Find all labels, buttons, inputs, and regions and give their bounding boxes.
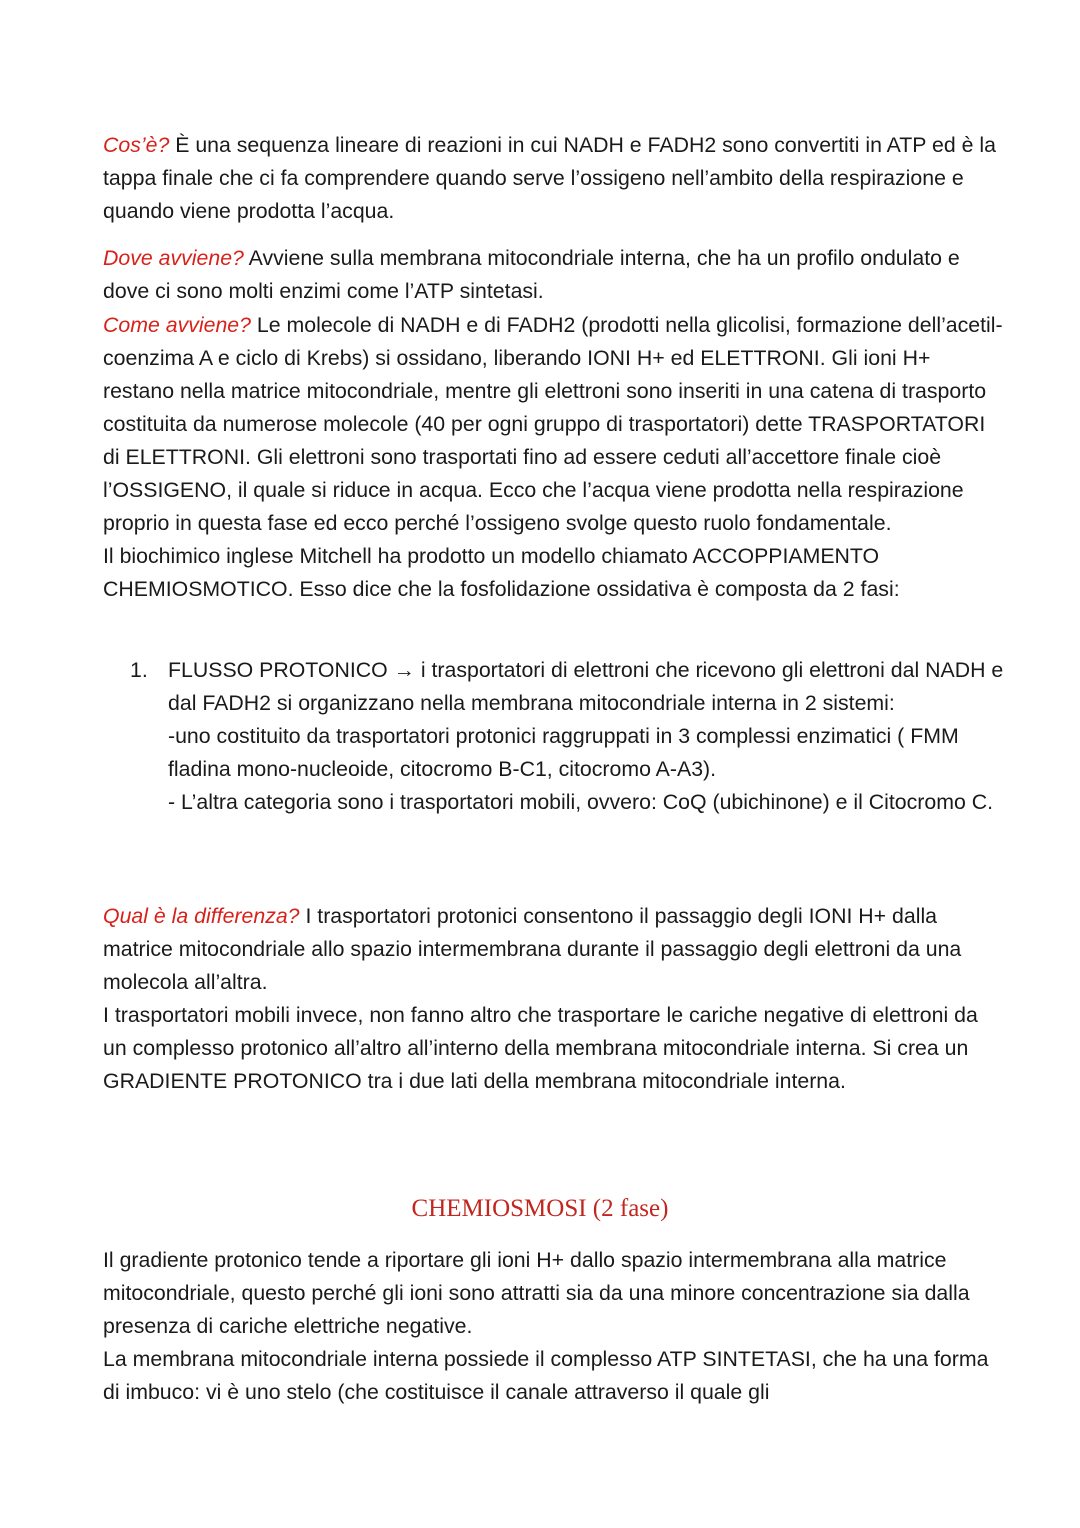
paragraph-differenza <box>103 900 1003 1098</box>
section-heading: CHEMIOSMOSI (2 fase) <box>411 1195 669 1222</box>
paragraph-text: I trasportatori protonici consentono il passaggio degli IONI H+ dalla matrice mitocondriale allo spazio intermembrana durante il passaggio degli elettroni da una molecola all’altra. <box>103 904 962 994</box>
question-label: Come avviene? <box>103 313 251 337</box>
question-label: Qual è la differenza? <box>103 904 300 928</box>
list-item-lead: FLUSSO PROTONICO → i trasportatori di elettroni che ricevono gli elettroni dal NADH e dal FADH2 si organizzano nella membrana mitocondriale interna in 2 sistemi: <box>168 658 1004 715</box>
paragraph-text: Avviene sulla membrana mitocondriale interna, che ha un profilo ondulato e dove ci sono molti enzimi come l’ATP sintetasi. <box>103 246 960 303</box>
paragraph-cose <box>103 129 1003 228</box>
paragraph-text: Il gradiente protonico tende a riportare gli ioni H+ dallo spazio intermembrana alla matrice mitocondriale, questo perché gli ioni sono attratti sia da una minore concentrazione sia dalla presenza di cariche elettriche negative. <box>103 1248 970 1338</box>
paragraph-text: Le molecole di NADH e di FADH2 (prodotti nella glicolisi, formazione dell’acetil- coenzima A e ciclo di Krebs) si ossidano, liberando IONI H+ ed ELETTRONI. Gli ioni H+ restano nella matrice mitocondriale, mentre gli elettroni sono inseriti in una catena di trasporto costituita da numerose molecole (40 per ogni gruppo di trasportatori) dette TRASPORTATORI di ELETTRONI. Gli elettroni sono trasportati fino ad essere ceduti all’accettore finale cioè l’OSSIGENO, il quale si riduce in acqua. Ecco che l’acqua viene prodotta nella respirazione proprio in questa fase ed ecco perché l’ossigeno svolge questo ruolo fondamentale. <box>103 313 1003 535</box>
list-item-body <box>168 654 1010 819</box>
list-item <box>130 654 1010 819</box>
list-number: 1. <box>130 658 148 682</box>
paragraph-come <box>103 309 1003 606</box>
question-label: Dove avviene? <box>103 246 244 270</box>
paragraph-text: È una sequenza lineare di reazioni in cui NADH e FADH2 sono convertiti in ATP ed è la tappa finale che ci fa comprendere quando serve l’ossigeno nell’ambito della respirazione e quando viene prodotta l’acqua. <box>103 133 996 223</box>
paragraph-mitchell: Il biochimico inglese Mitchell ha prodotto un modello chiamato ACCOPPIAMENTO CHEMIOSMOTICO. Esso dice che la fosfolidazione ossidativa è composta da 2 fasi: <box>103 544 900 601</box>
paragraph-dove <box>103 242 1003 308</box>
paragraph-chemiosmosi <box>103 1244 1003 1409</box>
numbered-list <box>130 654 1010 819</box>
paragraph-text-2: I trasportatori mobili invece, non fanno altro che trasportare le cariche negative di elettroni da un complesso protonico all’altro all’interno della membrana mitocondriale interna. Si crea un GRADIENTE PROTONICO tra i due lati della membrana mitocondriale interna. <box>103 1003 978 1093</box>
list-item-sub2: - L’altra categoria sono i trasportatori mobili, ovvero: CoQ (ubichinone) e il Citocromo C. <box>168 790 994 814</box>
paragraph-text-2: La membrana mitocondriale interna possiede il complesso ATP SINTETASI, che ha una forma di imbuco: vi è uno stelo (che costituisce il canale attraverso il quale gli <box>103 1347 989 1404</box>
question-label: Cos’è? <box>103 133 170 157</box>
list-item-sub1: -uno costituito da trasportatori protonici raggruppati in 3 complessi enzimatici ( FMM fladina mono-nucleoide, citocromo B-C1, citocromo A-A3). <box>168 724 959 781</box>
